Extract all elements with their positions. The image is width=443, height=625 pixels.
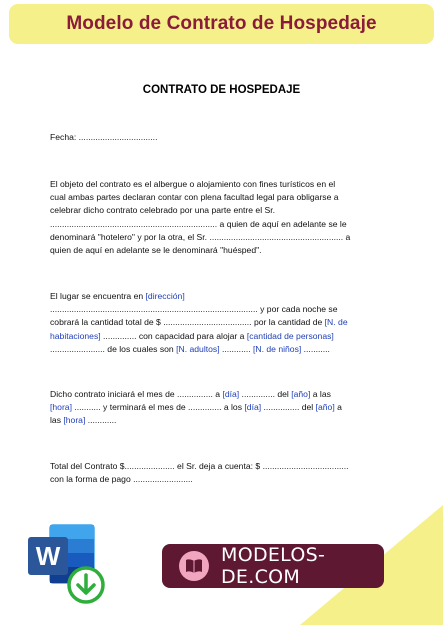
text-line (50, 290, 390, 303)
text-line: quien de aquí en adelante se le denominará "huésped". (50, 245, 262, 256)
placeholder-hora: [hora] (63, 415, 86, 426)
text-line: Total del Contrato $..................... el Sr. deja a cuenta: $ .................................... (50, 461, 349, 471)
text-segment: cobrará la cantidad total de $ ..................................... por la cantidad de (50, 317, 325, 328)
placeholder-habitaciones-cont: habitaciones] (50, 330, 101, 341)
placeholder-cantidad-personas: [cantidad de personas] (246, 330, 334, 341)
placeholder-hora: [hora] (50, 402, 72, 413)
placeholder-ano: [año] (291, 389, 311, 399)
placeholder-dia: [día] (222, 389, 240, 399)
text-line (50, 316, 390, 329)
text-line (50, 414, 390, 427)
book-icon (179, 551, 209, 581)
text-segment: ....................... de los cuales son (50, 343, 177, 354)
text-segment: El lugar se encuentra en (50, 291, 146, 301)
text-segment: las (50, 415, 64, 426)
paragraph-total (50, 460, 390, 486)
placeholder-num-adultos: [N. adultos] (176, 343, 220, 354)
text-segment: ............... del (261, 402, 316, 413)
paragraph-location (50, 290, 390, 356)
text-line (50, 401, 390, 414)
svg-text:W: W (35, 541, 61, 571)
text-line: con la forma de pago ......................... (50, 474, 193, 485)
text-segment: .............. del (239, 389, 292, 399)
placeholder-num-ninos: [N. de niños] (253, 343, 302, 354)
brand-link[interactable] (162, 544, 384, 588)
text-line: celebrar dicho contrato celebrado por una parte entre el Sr. (50, 205, 276, 216)
brand-text: MODELOS-DE.COM (221, 544, 326, 588)
title-banner (9, 4, 434, 44)
text-line: ....................................................................................... y por cada noche se (50, 304, 338, 315)
text-line: cual ambas partes declaran contar con plena facultad legal para obligarse a (50, 192, 339, 203)
text-line (50, 343, 390, 356)
text-segment: Dicho contrato iniciará el mes de ............... a (50, 389, 223, 399)
paragraph-object (50, 178, 390, 257)
text-line: denominará "hotelero" y por la otra, el Sr. ........................................................ a (50, 231, 351, 242)
date-line (50, 131, 390, 144)
paragraph-dates (50, 388, 390, 428)
text-segment: ............ (219, 343, 254, 354)
text-line: El objeto del contrato es el albergue o alojamiento con fines turísticos en el (50, 179, 336, 189)
text-segment: ........... y terminará el mes de .............. a los (71, 402, 245, 413)
word-download-icon[interactable] (26, 523, 108, 607)
text-segment: a (334, 402, 342, 413)
placeholder-dia: [día] (244, 402, 262, 413)
text-segment: .............. con capacidad para alojar a (100, 330, 247, 341)
placeholder-direccion: [dirección] (145, 291, 185, 301)
text-line: ...................................................................... a quien de aquí en adelante se le (50, 218, 347, 229)
page-title: Modelo de Contrato de Hospedaje (66, 13, 377, 34)
text-segment: ........... (301, 343, 330, 354)
text-line (50, 388, 390, 401)
document-heading: CONTRATO DE HOSPEDAJE (142, 84, 301, 96)
text-segment: a las (310, 389, 331, 399)
text-segment: ............ (85, 415, 117, 426)
placeholder-num-habitaciones: [N. de (324, 317, 348, 328)
placeholder-ano: [año] (315, 402, 335, 413)
fecha-text: Fecha: ................................. (50, 132, 158, 142)
text-line (50, 330, 390, 343)
